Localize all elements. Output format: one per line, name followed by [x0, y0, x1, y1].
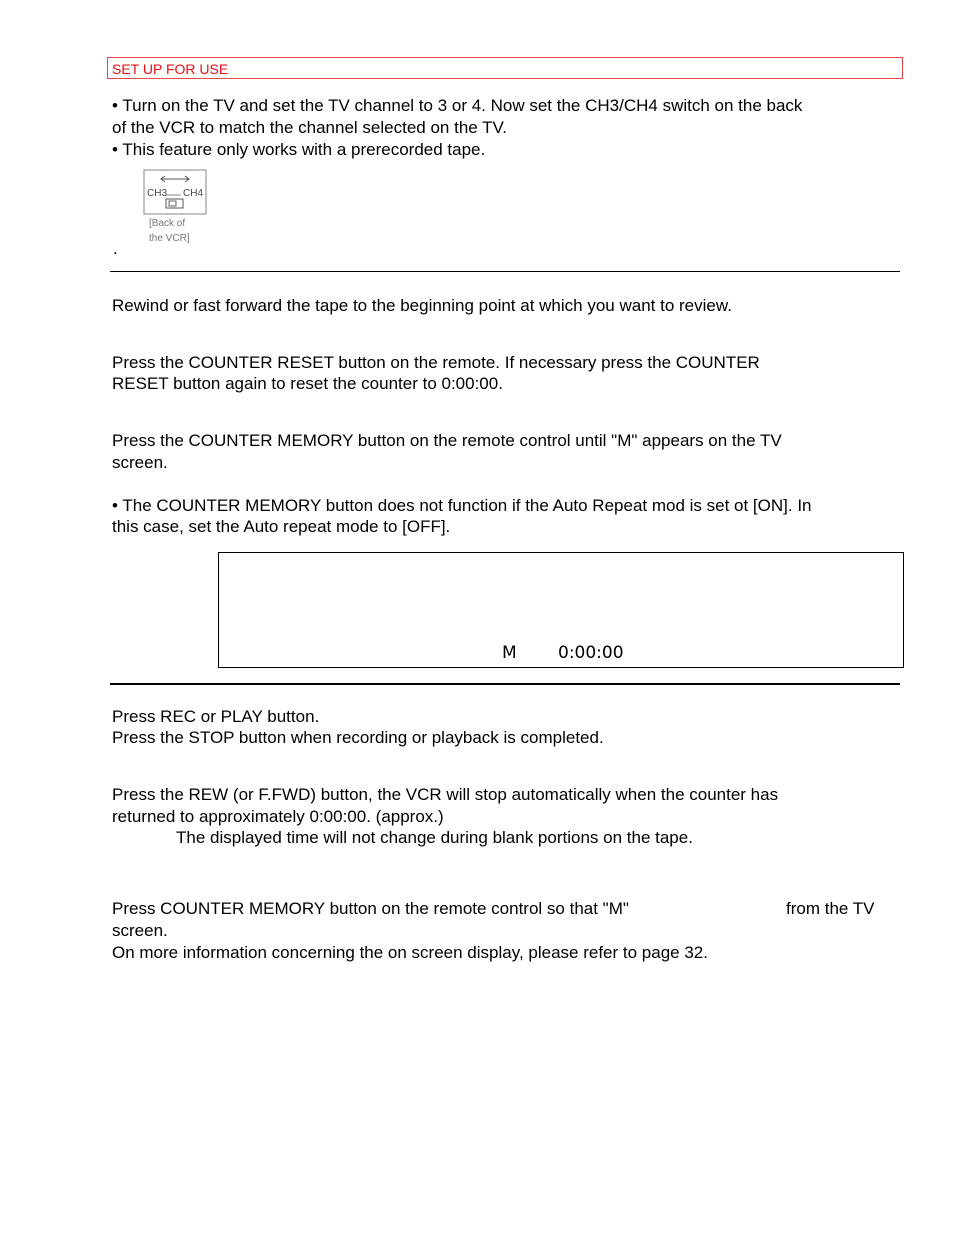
step6-line-3: On more information concerning the on screen display, please refer to page 32. [112, 943, 708, 962]
step5-line-2: returned to approximately 0:00:00. (approx.) [112, 807, 444, 826]
step6-line-1b: from the TV [786, 899, 875, 918]
step2-line-2: RESET button again to reset the counter to 0:00:00. [112, 374, 503, 393]
setup-line-2: of the VCR to match the channel selected on the TV. [112, 118, 508, 137]
divider-1 [110, 271, 900, 272]
step6-line-2: screen. [112, 921, 168, 940]
step6-line-1a: Press COUNTER MEMORY button on the remote control so that "M" [112, 899, 629, 918]
section-title: SET UP FOR USE [112, 61, 229, 77]
step1-line-1: Rewind or fast forward the tape to the beginning point at which you want to review. [112, 296, 732, 315]
section-header [107, 57, 903, 79]
step4-line-1: Press REC or PLAY button. [112, 707, 320, 726]
setup-line-3: • This feature only works with a prerecorded tape. [112, 140, 486, 159]
step3-note-line-1: • The COUNTER MEMORY button does not function if the Auto Repeat mod is set ot [ON]. In [112, 496, 812, 515]
switch-caption-line-1: [Back of [149, 218, 186, 229]
step3-line-2: screen. [112, 453, 168, 472]
step4-line-2: Press the STOP button when recording or playback is completed. [112, 728, 604, 747]
step3-note-line-2: this case, set the Auto repeat mode to [OFF]. [112, 517, 451, 536]
setup-trailing-dot: . [113, 239, 118, 258]
switch-left-label: CH3 [147, 188, 168, 199]
counter-readout: 0:00:00 [558, 643, 624, 663]
counter-memory-indicator: M [502, 643, 517, 663]
switch-right-label: CH4 [183, 188, 204, 199]
step5-line-3: The displayed time will not change during blank portions on the tape. [176, 828, 693, 847]
switch-illustration-svg [143, 169, 209, 247]
tv-screen-display [218, 552, 904, 668]
step2-line-1: Press the COUNTER RESET button on the remote. If necessary press the COUNTER [112, 353, 760, 372]
ch3-ch4-switch-illustration [143, 169, 209, 247]
divider-2 [110, 683, 900, 685]
setup-line-1: • Turn on the TV and set the TV channel to 3 or 4. Now set the CH3/CH4 switch on the back [112, 96, 803, 115]
step3-line-1: Press the COUNTER MEMORY button on the remote control until "M" appears on the TV [112, 431, 782, 450]
switch-knob [169, 201, 176, 206]
switch-caption-line-2: the VCR] [149, 233, 190, 244]
step5-line-1: Press the REW (or F.FWD) button, the VCR will stop automatically when the counter has [112, 785, 779, 804]
